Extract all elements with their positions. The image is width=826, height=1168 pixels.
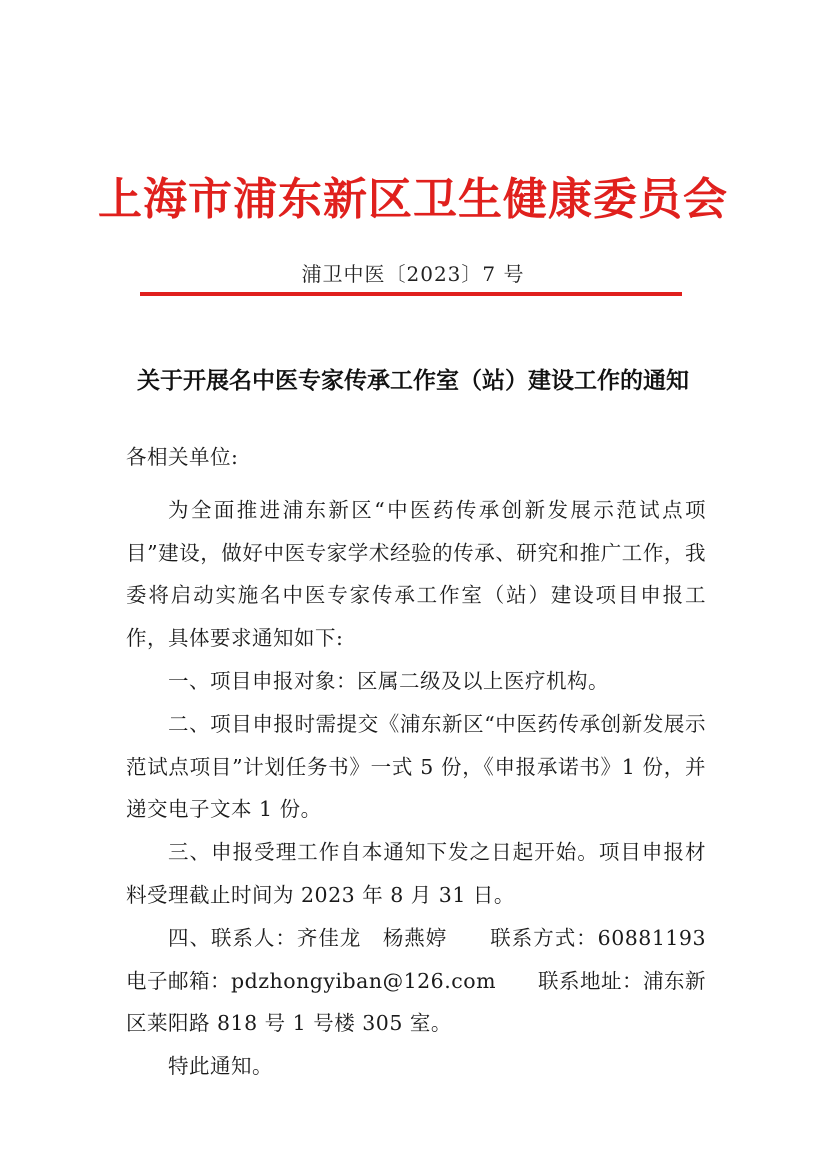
item-4-paragraph: 四、联系人：齐佳龙 杨燕婷 联系方式：60881193 电子邮箱：pdzhongyiban@126.com 联系地址：浦东新区莱阳路 818 号 1 号楼 305 室。 xyxy=(126,925,727,1036)
item-1-paragraph: 一、项目申报对象：区属二级及以上医疗机构。 xyxy=(168,668,609,693)
notice-title: 关于开展名中医专家传承工作室（站）建设工作的通知 xyxy=(137,368,689,394)
document-number: 浦卫中医〔2023〕7 号 xyxy=(301,262,525,286)
closing-paragraph: 特此通知。 xyxy=(168,1054,273,1079)
item-3-paragraph: 三、申报受理工作自本通知下发之日起开始。项目申报材料受理截止时间为 2023 年 8 月 31 日。 xyxy=(126,840,706,907)
red-separator-line xyxy=(140,292,682,296)
salutation: 各相关单位: xyxy=(126,445,239,469)
item-2-paragraph: 二、项目申报时需提交《浦东新区“中医药传承创新发展示范试点项目”计划任务书》一式 5 份，《申报承诺书》1 份，并递交电子文本 1 份。 xyxy=(126,711,706,822)
intro-paragraph: 为全面推进浦东新区“中医药传承创新发展示范试点项目”建设，做好中医专家学术经验的传承、研究和推广工作，我委将启动实施名中医专家传承工作室（站）建设项目申报工作，具体要求通知如下: xyxy=(126,497,706,651)
issuer-letterhead: 上海市浦东新区卫生健康委员会 xyxy=(98,174,728,225)
notice-body xyxy=(126,436,727,1088)
